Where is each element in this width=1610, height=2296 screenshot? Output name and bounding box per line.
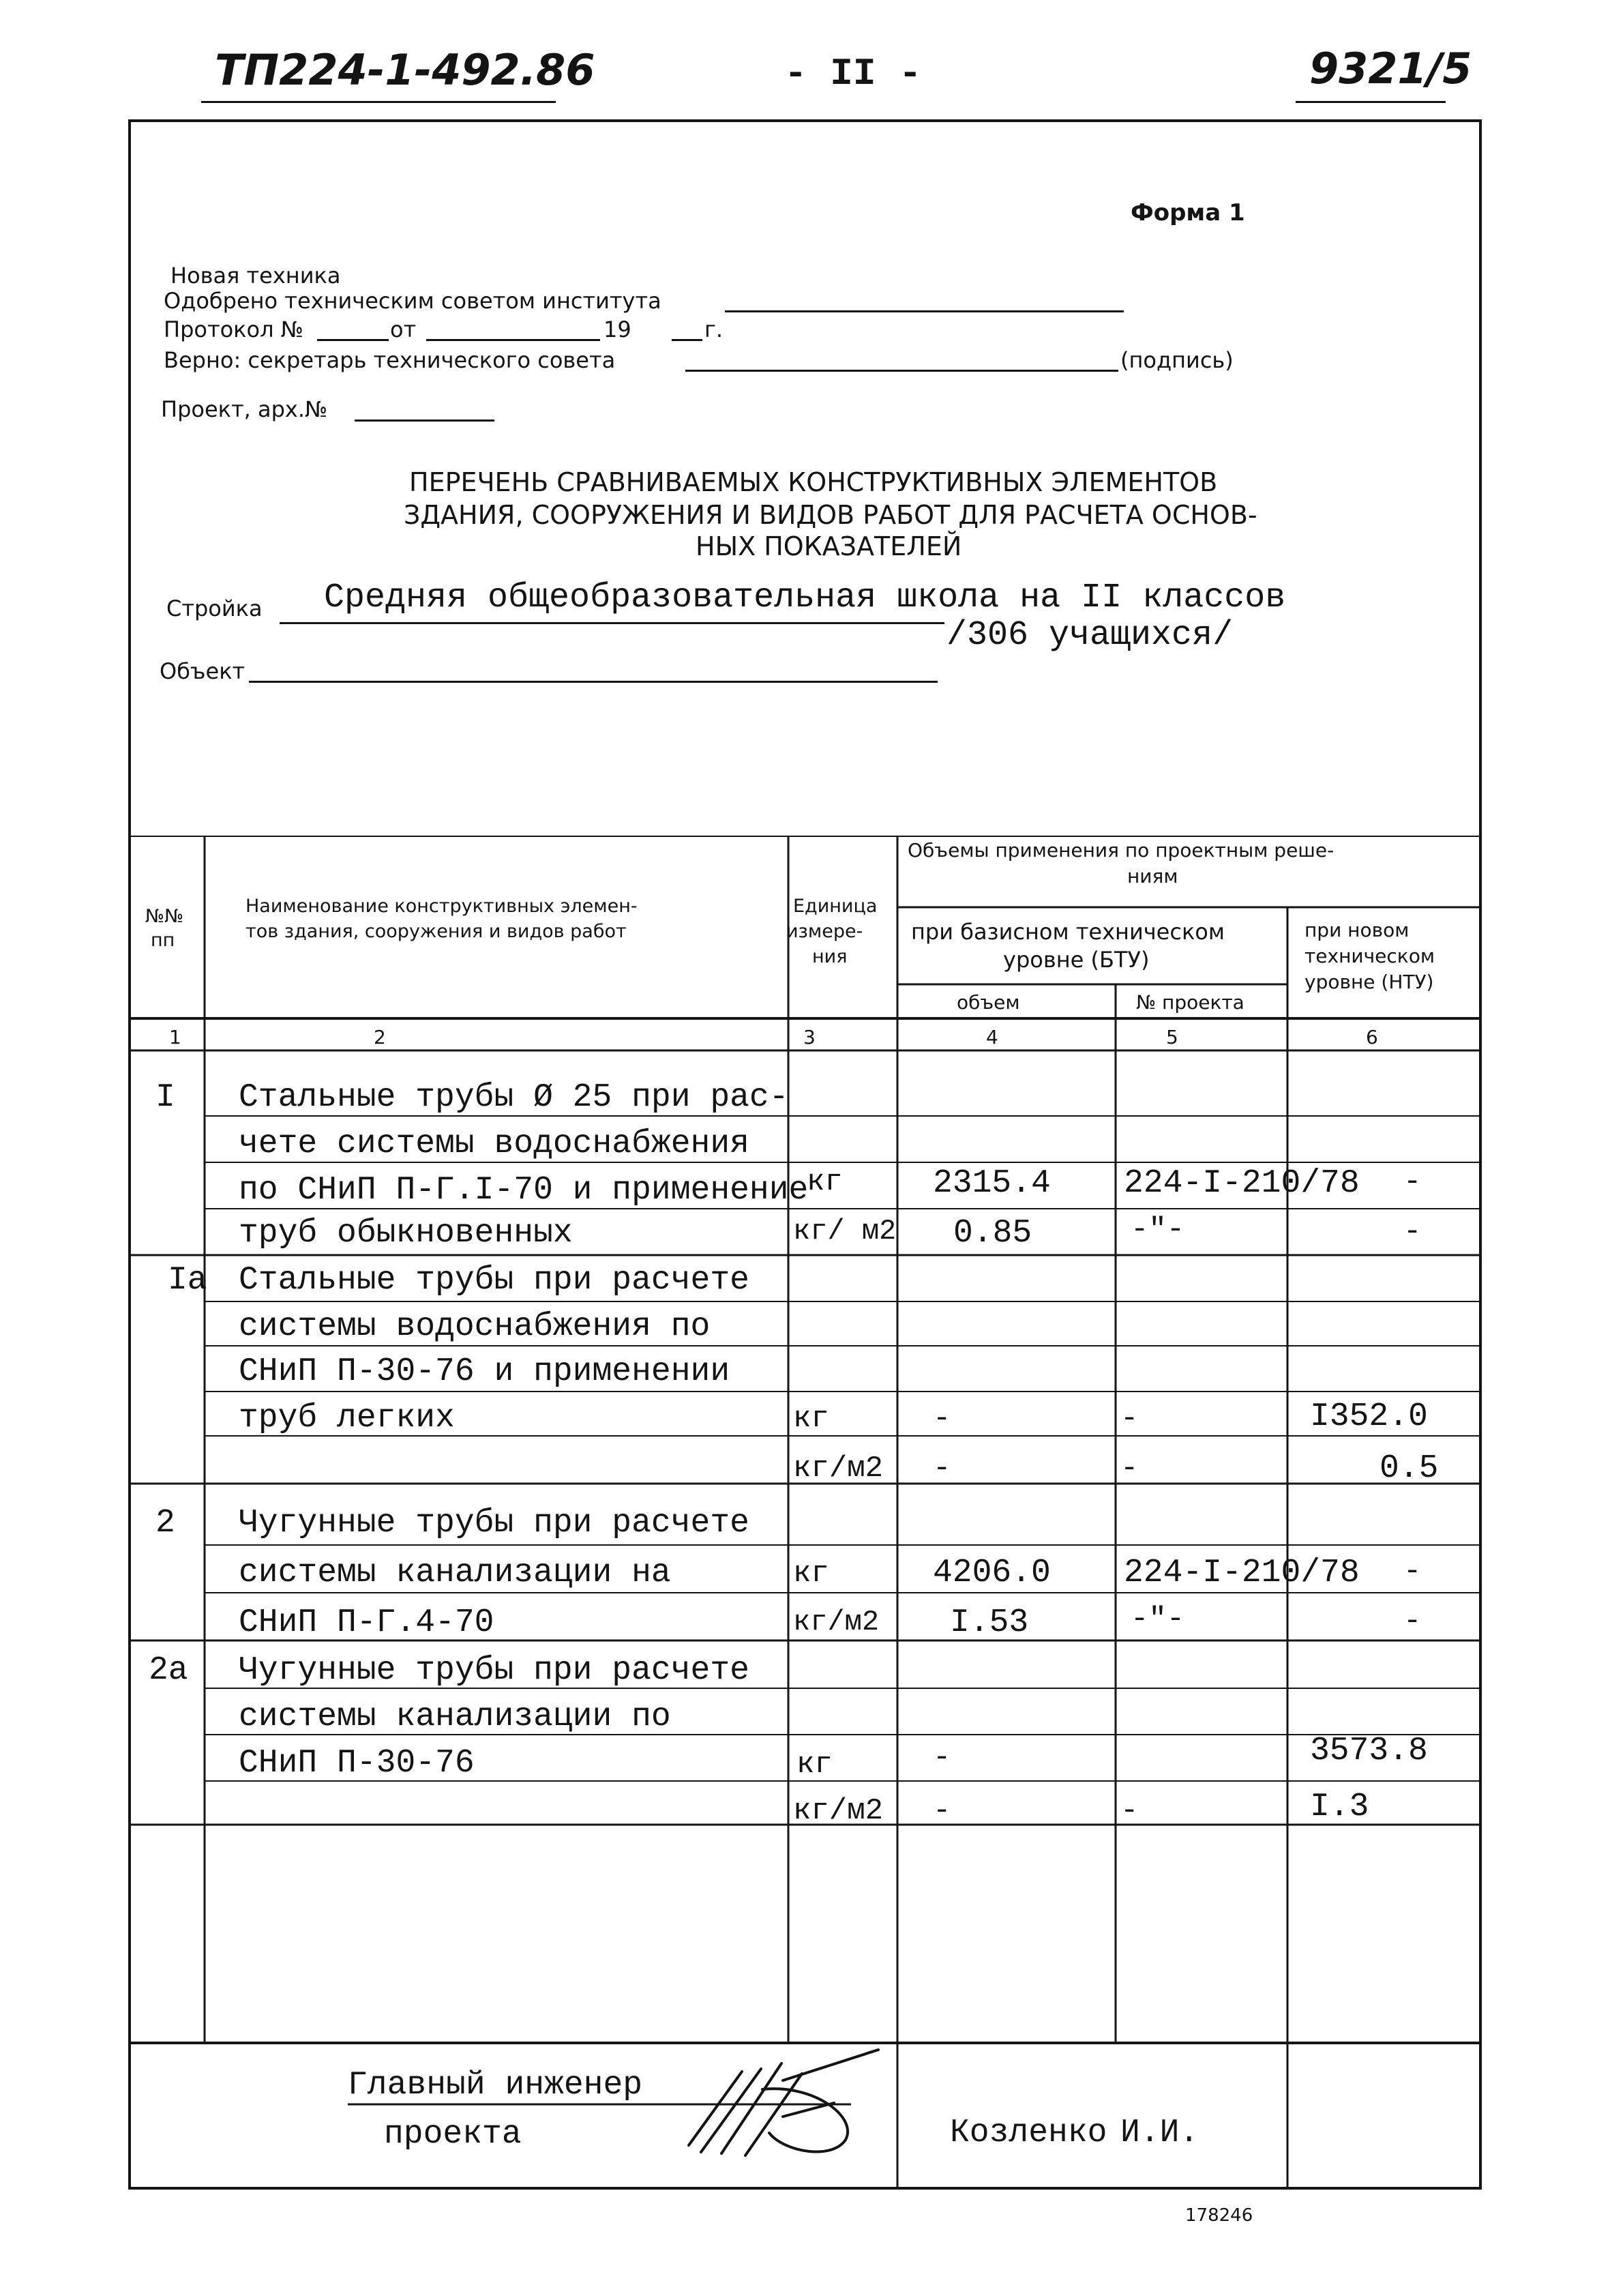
stroyka-label: Стройка xyxy=(166,595,263,621)
header-name-2: тов здания, сооружения и видов работ xyxy=(245,921,627,942)
row-name: СНиП П-30-76 и применении xyxy=(239,1353,730,1390)
title-line-2: ЗДАНИЯ, СООРУЖЕНИЯ И ВИДОВ РАБОТ ДЛЯ РАСЧЕТА ОСНОВ- xyxy=(404,500,1257,530)
row-project: - xyxy=(1120,1402,1139,1436)
signature-note: (подпись) xyxy=(1120,347,1234,373)
object-underline xyxy=(249,681,938,683)
header-volume-group-2: ниям xyxy=(1127,865,1178,887)
row-volume: - xyxy=(933,1452,951,1486)
col-number: 6 xyxy=(1366,1026,1378,1048)
row-num: 2 xyxy=(155,1505,175,1542)
row-project: 224-I-210/78 xyxy=(1124,1165,1360,1202)
stamp-number: 178246 xyxy=(1185,2205,1253,2226)
approved-underline xyxy=(725,310,1124,312)
row-name: по СНиП П-Г.I-70 и применение xyxy=(239,1172,809,1209)
engineer-line-2: проекта xyxy=(384,2116,522,2153)
stroyka-value-1: Средняя общеобразовательная школа на II классов xyxy=(324,578,1286,617)
row-volume: 2315.4 xyxy=(933,1165,1051,1202)
col-number: 5 xyxy=(1166,1026,1178,1048)
engineer-line-1: Главный инженер xyxy=(348,2067,643,2104)
col-number: 2 xyxy=(374,1026,386,1048)
project-arch-underline xyxy=(355,420,494,422)
header-project-no: № проекта xyxy=(1136,991,1244,1014)
row-name: системы канализации по xyxy=(239,1698,671,1735)
secretary-label: Верно: секретарь технического совета xyxy=(164,347,616,373)
row-unit: кг/м2 xyxy=(793,1452,884,1486)
row-name: Стальные трубы при расчете xyxy=(239,1262,749,1299)
protocol-number-underline xyxy=(317,339,389,341)
row-unit: кг xyxy=(793,1557,829,1591)
row-num: I xyxy=(155,1079,175,1116)
header-unit-2: измере- xyxy=(786,921,863,942)
row-ntu: I352.0 xyxy=(1310,1398,1428,1435)
header-underline xyxy=(201,101,556,103)
row-unit: кг/м2 xyxy=(793,1794,884,1828)
header-btu-1: при базисном техническом xyxy=(911,919,1225,945)
form-label: Форма 1 xyxy=(1131,199,1245,226)
stroyka-underline xyxy=(280,622,944,624)
header-ntu-1: при новом xyxy=(1305,919,1410,941)
row-unit: кг xyxy=(793,1402,829,1436)
col-number: 4 xyxy=(986,1026,998,1048)
row-volume: - xyxy=(933,1741,951,1775)
new-tech-label: Новая техника xyxy=(170,263,341,289)
header-num-1: №№ xyxy=(145,906,184,927)
col-number: 1 xyxy=(169,1026,181,1048)
row-unit: кг/ м2 xyxy=(793,1215,897,1248)
row-ntu: - xyxy=(1403,1604,1422,1638)
row-volume: 0.85 xyxy=(953,1215,1032,1252)
object-label: Объект xyxy=(160,658,245,684)
row-unit: кг xyxy=(796,1748,833,1782)
row-volume: I.53 xyxy=(950,1604,1029,1641)
row-project: -"- xyxy=(1131,1213,1185,1247)
row-name: СНиП П-Г.4-70 xyxy=(239,1604,494,1641)
header-unit-1: Единица xyxy=(793,896,878,917)
protocol-year-underline xyxy=(672,339,702,341)
protocol-g: г. xyxy=(704,317,723,342)
doc-code: ТП224-1-492.86 xyxy=(215,45,595,95)
row-name: Стальные трубы Ø 25 при рас- xyxy=(239,1079,789,1116)
header-ntu-3: уровне (НТУ) xyxy=(1305,971,1434,993)
protocol-label: Протокол № xyxy=(164,317,303,342)
row-volume: 4206.0 xyxy=(933,1555,1051,1591)
row-ntu: 3573.8 xyxy=(1310,1733,1428,1769)
header-name-1: Наименование конструктивных элемен- xyxy=(245,896,638,917)
row-name: системы водоснабжения по xyxy=(239,1308,711,1345)
header-btu-2: уровне (БТУ) xyxy=(1003,947,1150,973)
secretary-underline xyxy=(685,370,1118,372)
title-line-1: ПЕРЕЧЕНЬ СРАВНИВАЕМЫХ КОНСТРУКТИВНЫХ ЭЛЕМЕНТОВ xyxy=(409,467,1218,497)
protocol-date-underline xyxy=(426,339,600,341)
approved-label: Одобрено техническим советом института xyxy=(164,288,661,314)
row-name: системы канализации на xyxy=(239,1555,671,1591)
sheet-code: 9321/5 xyxy=(1309,44,1472,93)
stroyka-value-2: /306 учащихся/ xyxy=(946,616,1234,655)
row-ntu: - xyxy=(1403,1555,1422,1589)
row-name: труб обыкновенных xyxy=(239,1215,573,1252)
name-surname: Козленко xyxy=(950,2115,1107,2151)
row-name: СНиП П-30-76 xyxy=(239,1745,475,1782)
row-num: 2а xyxy=(149,1652,188,1689)
project-arch-label: Проект, арх.№ xyxy=(161,396,328,422)
header-volume: объем xyxy=(957,991,1020,1014)
row-volume: - xyxy=(933,1402,951,1436)
row-project: -"- xyxy=(1131,1602,1185,1636)
page-number: - II - xyxy=(784,52,922,95)
row-num: Iа xyxy=(168,1262,207,1299)
protocol-year: 19 xyxy=(603,317,631,342)
comparison-table xyxy=(128,836,1482,2226)
col-number: 3 xyxy=(803,1026,816,1048)
header-volume-group-1: Объемы применения по проектным реше- xyxy=(908,839,1335,862)
row-ntu: - xyxy=(1403,1215,1422,1249)
row-ntu: - xyxy=(1403,1165,1422,1199)
header-unit-3: ния xyxy=(812,946,848,967)
row-name: чете системы водоснабжения xyxy=(239,1125,749,1162)
row-ntu: 0.5 xyxy=(1380,1450,1439,1487)
row-unit: кг xyxy=(807,1165,843,1199)
row-ntu: I.3 xyxy=(1310,1789,1369,1825)
row-project: 224-I-210/78 xyxy=(1124,1555,1360,1591)
row-project: - xyxy=(1120,1452,1139,1486)
row-name: труб легких xyxy=(239,1400,455,1437)
row-project: - xyxy=(1120,1794,1139,1828)
header-ntu-2: техническом xyxy=(1305,945,1435,967)
row-name: Чугунные трубы при расчете xyxy=(239,1652,749,1689)
row-unit: кг/м2 xyxy=(793,1606,880,1638)
row-volume: - xyxy=(933,1794,951,1828)
row-name: Чугунные трубы при расчете xyxy=(239,1505,749,1542)
name-initials: И.И. xyxy=(1120,2115,1199,2151)
header-underline xyxy=(1296,101,1446,103)
title-line-3: НЫХ ПОКАЗАТЕЛЕЙ xyxy=(696,531,962,561)
protocol-from: от xyxy=(390,317,417,342)
header-num-2: пп xyxy=(151,930,175,951)
